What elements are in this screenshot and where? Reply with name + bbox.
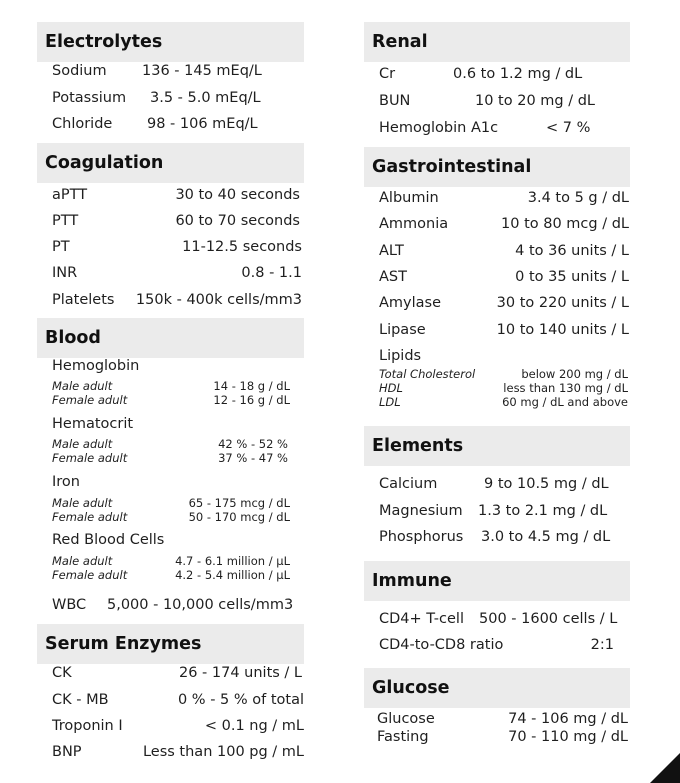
serum-enzymes-value-ck: 26 - 174 units / L <box>178 665 302 681</box>
coagulation-value-ptt: 60 to 70 seconds <box>175 213 300 229</box>
corner-triangle-decoration <box>650 753 680 783</box>
glucose-label-fasting: Fasting <box>377 729 429 745</box>
blood-label-wbc: WBC <box>52 597 87 613</box>
electrolytes-value-chloride: 98 - 106 mEq/L <box>147 116 258 132</box>
electrolytes-value-sodium: 136 - 145 mEq/L <box>142 63 262 79</box>
gi-lipids-ldl-value: 60 mg / dL and above <box>502 395 628 409</box>
gi-label-amylase: Amylase <box>379 295 442 311</box>
renal-label-bun: BUN <box>379 93 411 109</box>
renal-label-a1c: Hemoglobin A1c <box>379 120 499 136</box>
section-header-electrolytes: Electrolytes <box>37 22 304 62</box>
coagulation-value-pt: 11-12.5 seconds <box>182 239 302 255</box>
elements-value-magnesium: 1.3 to 2.1 mg / dL <box>478 503 608 519</box>
gi-label-ast: AST <box>379 269 407 285</box>
glucose-value-glucose: 74 - 106 mg / dL <box>508 711 628 727</box>
section-header-coagulation: Coagulation <box>37 143 304 183</box>
blood-iron-female-label: Female adult <box>52 510 128 524</box>
renal-value-a1c: < 7 % <box>546 120 591 136</box>
blood-iron-female-value: 50 - 170 mcg / dL <box>188 510 290 524</box>
coagulation-value-aptt: 30 to 40 seconds <box>175 187 300 203</box>
serum-enzymes-label-troponin: Troponin I <box>52 718 123 734</box>
serum-enzymes-value-ck-mb: 0 % - 5 % of total <box>177 692 304 708</box>
glucose-value-fasting: 70 - 110 mg / dL <box>508 729 628 745</box>
renal-label-cr: Cr <box>379 66 396 82</box>
blood-hemoglobin-male-value: 14 - 18 g / dL <box>213 379 290 393</box>
gi-lipids-hdl-value: less than 130 mg / dL <box>503 381 628 395</box>
coagulation-value-inr: 0.8 - 1.1 <box>241 265 302 281</box>
coagulation-label-inr: INR <box>52 265 78 281</box>
section-header-elements: Elements <box>364 426 630 466</box>
renal-value-cr: 0.6 to 1.2 mg / dL <box>453 66 583 82</box>
electrolytes-value-potassium: 3.5 - 5.0 mEq/L <box>150 90 261 106</box>
coagulation-value-platelets: 150k - 400k cells/mm3 <box>135 292 302 308</box>
blood-value-wbc: 5,000 - 10,000 cells/mm3 <box>107 597 294 613</box>
blood-group-red-blood-cells: Red Blood Cells <box>52 532 165 548</box>
blood-hematocrit-female-label: Female adult <box>52 451 128 465</box>
blood-group-hematocrit: Hematocrit <box>52 416 134 432</box>
gi-label-lipase: Lipase <box>379 322 426 338</box>
blood-hematocrit-male-value: 42 % - 52 % <box>218 437 288 451</box>
gi-value-albumin: 3.4 to 5 g / dL <box>527 190 629 206</box>
gi-label-ammonia: Ammonia <box>379 216 449 232</box>
elements-label-magnesium: Magnesium <box>379 503 463 519</box>
blood-iron-male-value: 65 - 175 mcg / dL <box>188 496 290 510</box>
blood-group-iron: Iron <box>52 474 80 490</box>
gi-lipids-ldl-label: LDL <box>379 395 401 409</box>
elements-label-calcium: Calcium <box>379 476 438 492</box>
electrolytes-label-chloride: Chloride <box>52 116 113 132</box>
serum-enzymes-label-ck-mb: CK - MB <box>52 692 109 708</box>
elements-label-phosphorus: Phosphorus <box>379 529 464 545</box>
blood-group-hemoglobin: Hemoglobin <box>52 358 140 374</box>
blood-hemoglobin-female-value: 12 - 16 g / dL <box>213 393 290 407</box>
blood-rbc-female-value: 4.2 - 5.4 million / µL <box>175 568 290 582</box>
immune-label-cd4-cd8-ratio: CD4-to-CD8 ratio <box>379 637 504 653</box>
blood-rbc-male-label: Male adult <box>52 554 113 568</box>
section-header-immune: Immune <box>364 561 630 601</box>
immune-value-cd4-cd8-ratio: 2:1 <box>590 637 614 653</box>
electrolytes-label-potassium: Potassium <box>52 90 127 106</box>
section-header-gastrointestinal: Gastrointestinal <box>364 147 630 187</box>
coagulation-label-platelets: Platelets <box>52 292 115 308</box>
immune-value-cd4-tcell: 500 - 1600 cells / L <box>479 611 618 627</box>
gi-value-lipase: 10 to 140 units / L <box>496 322 629 338</box>
gi-lipids-total-cholesterol-value: below 200 mg / dL <box>521 367 628 381</box>
blood-hemoglobin-female-label: Female adult <box>52 393 128 407</box>
coagulation-label-pt: PT <box>52 239 70 255</box>
coagulation-label-ptt: PTT <box>52 213 79 229</box>
blood-hemoglobin-male-label: Male adult <box>52 379 113 393</box>
electrolytes-label-sodium: Sodium <box>52 63 107 79</box>
gi-lipids-total-cholesterol-label: Total Cholesterol <box>379 367 476 381</box>
gi-label-alt: ALT <box>379 243 404 259</box>
serum-enzymes-value-troponin: < 0.1 ng / mL <box>204 718 304 734</box>
elements-value-phosphorus: 3.0 to 4.5 mg / dL <box>481 529 611 545</box>
gi-label-lipids: Lipids <box>379 348 422 364</box>
gi-lipids-hdl-label: HDL <box>379 381 403 395</box>
section-header-glucose: Glucose <box>364 668 630 708</box>
section-header-blood: Blood <box>37 318 304 358</box>
renal-value-bun: 10 to 20 mg / dL <box>475 93 596 109</box>
blood-rbc-female-label: Female adult <box>52 568 128 582</box>
blood-iron-male-label: Male adult <box>52 496 113 510</box>
section-header-serum-enzymes: Serum Enzymes <box>37 624 304 664</box>
serum-enzymes-label-ck: CK <box>52 665 72 681</box>
gi-value-ammonia: 10 to 80 mcg / dL <box>501 216 629 232</box>
blood-hematocrit-male-label: Male adult <box>52 437 113 451</box>
serum-enzymes-label-bnp: BNP <box>52 744 82 760</box>
gi-value-amylase: 30 to 220 units / L <box>496 295 629 311</box>
blood-hematocrit-female-value: 37 % - 47 % <box>218 451 288 465</box>
elements-value-calcium: 9 to 10.5 mg / dL <box>484 476 609 492</box>
section-header-renal: Renal <box>364 22 630 62</box>
coagulation-label-aptt: aPTT <box>52 187 88 203</box>
gi-label-albumin: Albumin <box>379 190 439 206</box>
gi-value-ast: 0 to 35 units / L <box>515 269 629 285</box>
blood-rbc-male-value: 4.7 - 6.1 million / µL <box>175 554 290 568</box>
glucose-label-glucose: Glucose <box>377 711 435 727</box>
serum-enzymes-value-bnp: Less than 100 pg / mL <box>142 744 304 760</box>
gi-value-alt: 4 to 36 units / L <box>515 243 629 259</box>
immune-label-cd4-tcell: CD4+ T-cell <box>379 611 464 627</box>
